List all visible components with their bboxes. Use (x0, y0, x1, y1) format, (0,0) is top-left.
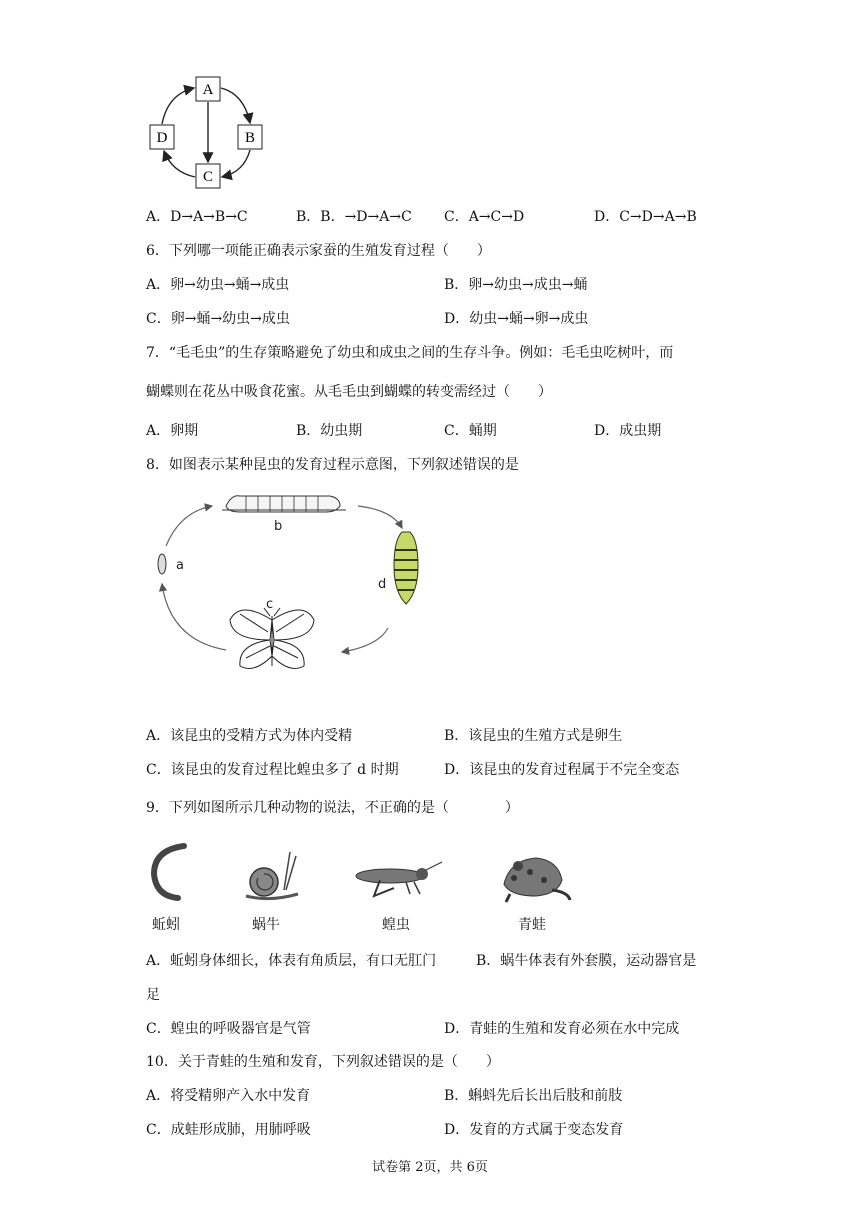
q7-option-c: C．蛹期 (444, 423, 497, 439)
arrow-b-to-c (222, 150, 250, 177)
node-c-label: C (202, 169, 214, 185)
label-a: a (176, 558, 184, 573)
butterfly-life-cycle-figure (140, 480, 440, 690)
q7-stem-line-2: 蝴蝶则在花丛中吸食花蜜。从毛毛虫到蝴蝶的转变需经过（ ） (146, 384, 552, 400)
arrow-egg-to-larva (166, 506, 212, 546)
arrow-a-to-b (221, 88, 250, 123)
node-a-label: A (202, 82, 214, 98)
q5-option-c: C．A→C→D (444, 209, 525, 225)
label-c: c (266, 597, 274, 612)
butterfly-drawing (230, 608, 314, 668)
q6-stem: 6．下列哪一项能正确表示家蚕的生殖发育过程（ ） (146, 243, 491, 259)
q9-option-b-continued: 足 (146, 987, 160, 1003)
snail-image (240, 842, 304, 906)
q7-option-b: B．幼虫期 (296, 423, 363, 439)
q7-option-a: A．卵期 (146, 423, 199, 439)
node-b-label: B (244, 130, 256, 146)
q6-option-d: D．幼虫→蛹→卵→成虫 (444, 311, 589, 327)
q7-option-d: D．成虫期 (594, 423, 662, 439)
pupa-drawing (394, 532, 418, 604)
q7-stem-line-1: 7．“毛毛虫”的生存策略避免了幼虫和成虫之间的生存斗争。例如：毛毛虫吃树叶，而 (146, 345, 674, 361)
page-footer: 试卷第 2页，共 6页 (372, 1160, 488, 1175)
q6-option-b: B．卵→幼虫→成虫→蛹 (444, 277, 588, 293)
q10-option-a: A．将受精卵产入水中发育 (146, 1088, 311, 1104)
q9-option-a: A．蚯蚓身体细长，体表有角质层，有口无肛门 (146, 953, 437, 969)
larva-drawing (222, 496, 346, 512)
arrow-d-to-a (162, 88, 194, 124)
caption-snail: 蜗牛 (252, 917, 280, 933)
egg-drawing (158, 554, 166, 574)
arrow-adult-to-egg (162, 584, 226, 650)
q8-option-b: B．该昆虫的生殖方式是卵生 (444, 728, 623, 744)
arrow-pupa-to-adult (342, 628, 388, 652)
locust-image (350, 852, 446, 902)
cycle-diagram (140, 72, 276, 190)
q9-stem: 9．下列如图所示几种动物的说法，不正确的是（ ） (146, 800, 519, 816)
arrow-larva-to-pupa (358, 506, 402, 528)
q8-stem: 8．如图表示某种昆虫的发育过程示意图，下列叙述错误的是 (146, 457, 519, 473)
label-d: d (378, 577, 387, 592)
earthworm-image (144, 840, 204, 906)
q10-option-c: C．成蛙形成肺，用肺呼吸 (146, 1122, 311, 1138)
q9-option-c: C．蝗虫的呼吸器官是气管 (146, 1021, 311, 1037)
caption-frog: 青蛙 (518, 917, 546, 933)
node-d-label: D (156, 130, 168, 146)
q8-option-a: A．该昆虫的受精方式为体内受精 (146, 728, 353, 744)
q5-option-b: B．B．→D→A→C (296, 209, 412, 225)
caption-earthworm: 蚯蚓 (152, 917, 180, 933)
q10-stem: 10．关于青蛙的生殖和发育，下列叙述错误的是（ ） (146, 1054, 500, 1070)
q10-option-d: D．发育的方式属于变态发育 (444, 1122, 624, 1138)
q10-option-b: B．蝌蚪先后长出后肢和前肢 (444, 1088, 623, 1104)
arrow-c-to-d (164, 151, 195, 177)
caption-locust: 蝗虫 (382, 917, 410, 933)
q9-option-d: D．青蛙的生殖和发育必须在水中完成 (444, 1021, 680, 1037)
q6-option-c: C．卵→蛹→幼虫→成虫 (146, 311, 290, 327)
q6-option-a: A．卵→幼虫→蛹→成虫 (146, 277, 290, 293)
q5-option-a: A．D→A→B→C (146, 209, 248, 225)
label-b: b (274, 519, 283, 534)
q5-option-d: D．C→D→A→B (594, 209, 697, 225)
q9-option-b: B．蜗牛体表有外套膜，运动器官是 (476, 953, 697, 969)
q8-option-c: C．该昆虫的发育过程比蝗虫多了 d 时期 (146, 762, 399, 778)
frog-image (496, 850, 576, 906)
q8-option-d: D．该昆虫的发育过程属于不完全变态 (444, 762, 680, 778)
